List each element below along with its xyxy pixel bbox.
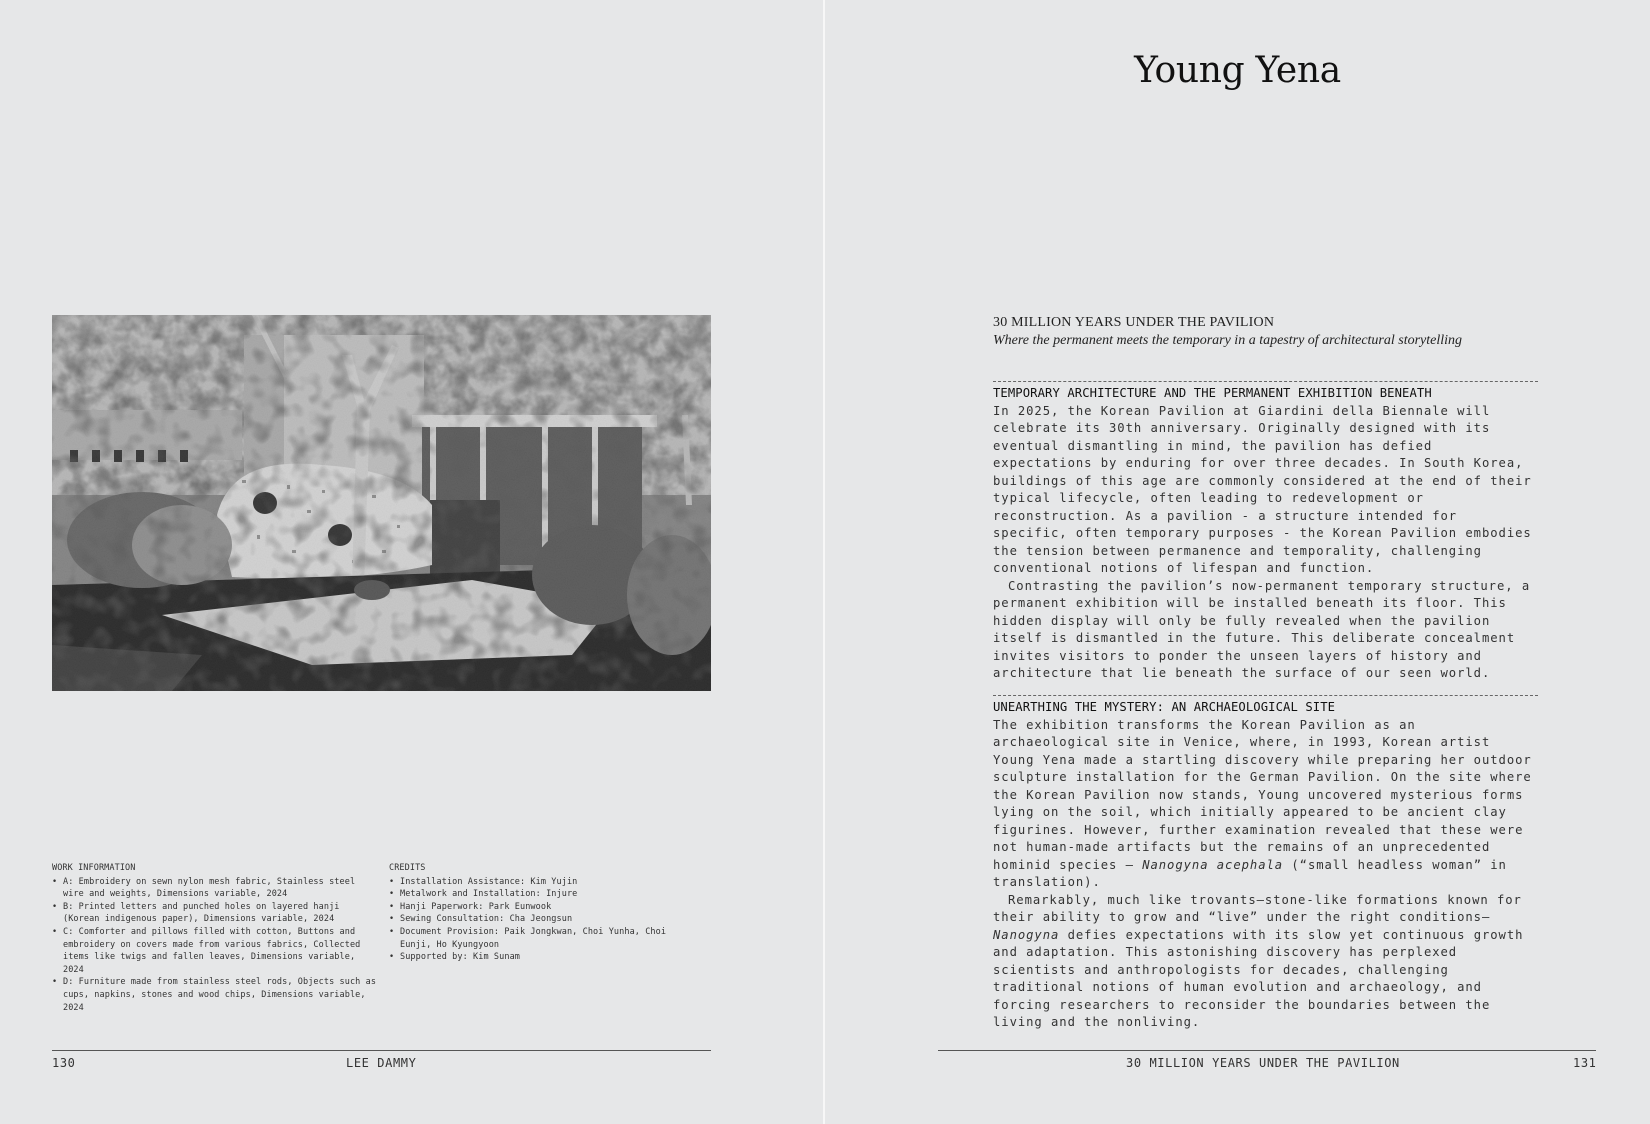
species-name: Nanogyna	[993, 927, 1060, 942]
work-item: • C: Comforter and pillows filled with cotton, Buttons and embroidery on covers made from various fabrics, Collected items like twigs and fallen leaves, Dimensions variable, 2024	[52, 926, 377, 976]
section-archaeological-site	[993, 695, 1538, 1032]
exhibition-title-block	[993, 314, 1553, 350]
credit-item: • Installation Assistance: Kim Yujin	[389, 876, 689, 889]
left-page	[0, 0, 823, 1124]
exhibition-subtitle: Where the permanent meets the temporary in a tapestry of architectural storytelling	[993, 333, 1463, 348]
section-divider	[993, 381, 1538, 382]
credit-item: • Hanji Paperwork: Park Eunwook	[389, 901, 689, 914]
running-head-left: LEE DAMMY	[346, 1056, 417, 1070]
credits	[389, 862, 689, 964]
artist-name: Young Yena	[1134, 50, 1341, 91]
footer-rule-right	[938, 1050, 1596, 1051]
page-number-left: 130	[52, 1056, 76, 1070]
work-item: • B: Printed letters and punched holes on layered hanji (Korean indigenous paper), Dimensions variable, 2024	[52, 901, 377, 926]
running-head-right: 30 MILLION YEARS UNDER THE PAVILION	[1126, 1056, 1400, 1070]
pavilion-photo-illustration	[52, 315, 711, 691]
paragraph: Contrasting the pavilion’s now-permanent temporary structure, a permanent exhibition will be installed beneath its floor. This hidden display will only be fully revealed when the pavilion itself is dismantled in the future. This deliberate concealment invites visitors to ponder the unseen layers of history and architecture that lie beneath the surface of our seen world.	[993, 578, 1531, 680]
work-information-heading: WORK INFORMATION	[52, 863, 136, 873]
credits-heading: CREDITS	[389, 863, 426, 873]
paragraph	[993, 717, 1538, 892]
paragraph-text: The exhibition transforms the Korean Pavilion as an archaeological site in Venice, where, in 1993, Korean artist Young Yena made a startling discovery while preparing her outdoor sculpture installation for the German Pavilion. On the site where the Korean Pavilion now stands, Young uncovered mysterious forms lying on the soil, which initially appeared to be ancient clay figurines. However, further examination revealed that these were not human-made artifacts but the remains of an unprecedented hominid species —	[993, 717, 1532, 872]
credit-item: • Document Provision: Paik Jongkwan, Choi Yunha, Choi Eunji, Ho Kyungyoon	[389, 926, 689, 951]
section-temporary-architecture	[993, 381, 1538, 683]
section-heading: UNEARTHING THE MYSTERY: AN ARCHAEOLOGICAL SITE	[993, 700, 1336, 714]
page-number-right: 131	[1573, 1056, 1597, 1070]
section-body	[993, 717, 1538, 1032]
credit-item: • Supported by: Kim Sunam	[389, 951, 689, 964]
paragraph	[993, 892, 1538, 1032]
work-item: • D: Furniture made from stainless steel rods, Objects such as cups, napkins, stones and wood chips, Dimensions variable, 2024	[52, 976, 377, 1014]
exhibition-title: 30 MILLION YEARS UNDER THE PAVILION	[993, 315, 1275, 330]
pavilion-photo	[52, 315, 711, 691]
work-item: • A: Embroidery on sewn nylon mesh fabric, Stainless steel wire and weights, Dimensions variable, 2024	[52, 876, 377, 901]
paragraph-text: (“small headless woman” in translation).	[993, 857, 1507, 889]
footer-rule-left	[52, 1050, 711, 1051]
paragraph-text: Remarkably, much like trovants—stone-like formations known for their ability to grow and “live” under the right conditions—	[993, 892, 1522, 924]
credit-item: • Metalwork and Installation: Injure	[389, 888, 689, 901]
section-body	[993, 403, 1538, 683]
credits-list	[389, 876, 689, 964]
section-heading: TEMPORARY ARCHITECTURE AND THE PERMANENT EXHIBITION BENEATH	[993, 386, 1432, 400]
section-divider	[993, 695, 1538, 696]
work-information	[52, 862, 377, 1014]
species-name: Nanogyna acephala	[1142, 857, 1284, 872]
credit-item: • Sewing Consultation: Cha Jeongsun	[389, 913, 689, 926]
paragraph-text: defies expectations with its slow yet continuous growth and adaptation. This astonishing discovery has perplexed scientists and anthropologists for decades, challenging traditional notions of human evolution and archaeology, and forcing researchers to reconsider the boundaries between the living and the nonliving.	[993, 927, 1524, 1029]
work-information-list	[52, 876, 377, 1015]
paragraph: In 2025, the Korean Pavilion at Giardini della Biennale will celebrate its 30th anniversary. Originally designed with its eventual dismantling in mind, the pavilion has defied expectations by enduring for over three decades. In South Korea, buildings of this age are commonly considered at the end of their typical lifecycle, often leading to redevelopment or reconstruction. As a pavilion - a structure intended for specific, often temporary purposes - the Korean Pavilion embodies the tension between permanence and temporality, challenging conventional notions of lifespan and function.	[993, 403, 1532, 575]
